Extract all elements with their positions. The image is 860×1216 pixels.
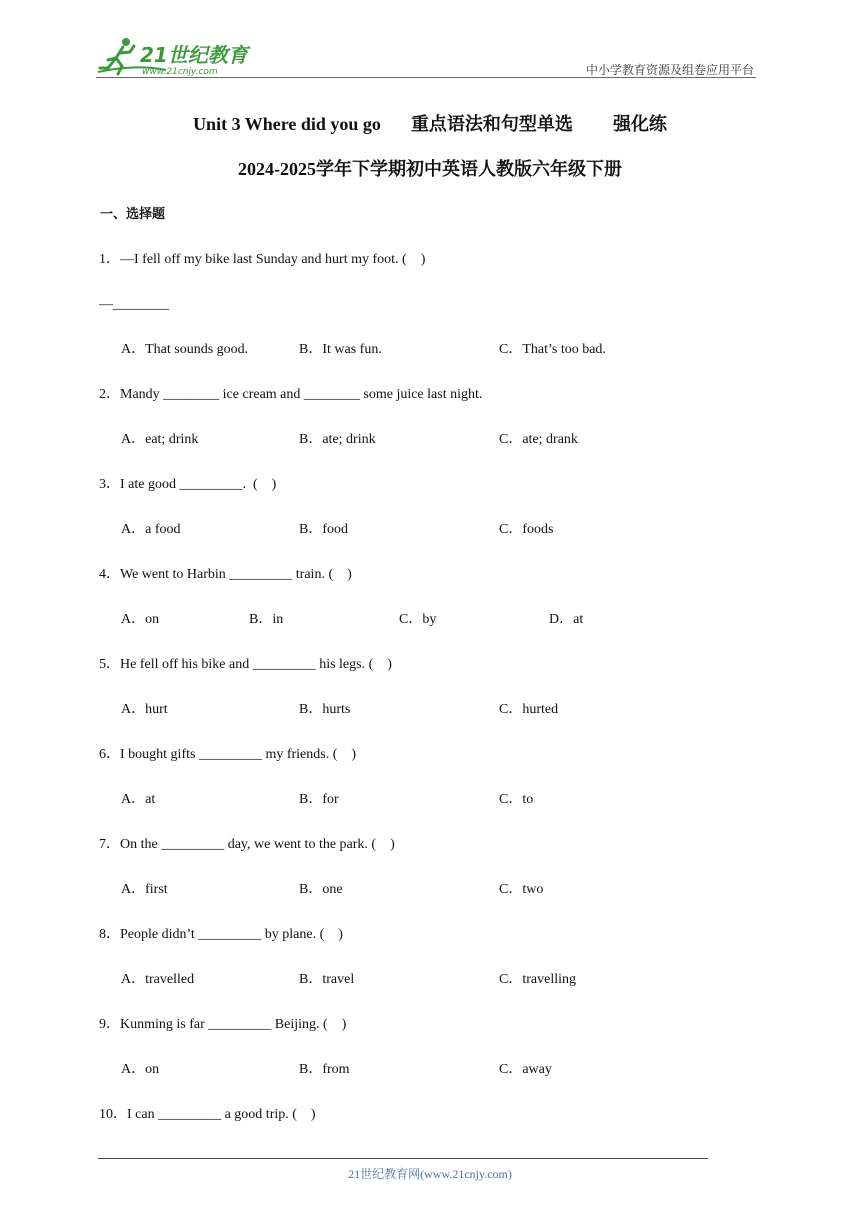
- q9-option-b: B．from: [299, 1062, 350, 1077]
- q4-option-c: C．by: [399, 612, 437, 627]
- q3-option-c: C．foods: [499, 522, 554, 537]
- logo-21cnjy: [96, 36, 256, 78]
- q6-option-c: C．to: [499, 792, 534, 807]
- q6-option-b: B．for: [299, 792, 339, 807]
- question-7: 7．On the _________ day, we went to the park. ( ): [99, 837, 395, 852]
- question-9: 9．Kunming is far _________ Beijing. ( ): [99, 1017, 347, 1032]
- q4-option-b: B．in: [249, 612, 284, 627]
- q4-option-a: A．on: [121, 612, 160, 627]
- q9-option-a: A．on: [121, 1062, 160, 1077]
- q5-option-c: C．hurted: [499, 702, 559, 717]
- question-5: 5．He fell off his bike and _________ his legs. ( ): [99, 657, 392, 672]
- svg-text:21世纪教育: 21世纪教育: [140, 43, 248, 67]
- header-divider: [96, 77, 756, 78]
- svg-text:www.21cnjy.com: www.21cnjy.com: [142, 67, 218, 77]
- footer-link[interactable]: 21世纪教育网(www.21cnjy.com): [348, 1167, 512, 1181]
- page-header: [0, 0, 860, 80]
- question-6: 6．I bought gifts _________ my friends. ( ): [99, 747, 357, 762]
- title-practice: 强化练: [612, 114, 667, 135]
- title-unit: Unit 3 Where did you go: [193, 114, 381, 134]
- title-topic: 重点语法和句型单选: [410, 114, 573, 135]
- q8-option-b: B．travel: [299, 972, 355, 987]
- question-8: 8．People didn’t _________ by plane. ( ): [99, 927, 343, 942]
- question-3: 3．I ate good _________. ( ): [99, 477, 277, 492]
- question-1-reply: —________: [99, 297, 169, 312]
- q9-option-c: C．away: [499, 1062, 552, 1077]
- q1-option-a: A．That sounds good.: [121, 342, 249, 357]
- q8-option-c: C．travelling: [499, 972, 576, 987]
- q5-option-a: A．hurt: [121, 702, 168, 717]
- q2-option-a: A．eat; drink: [121, 432, 199, 447]
- header-platform-text: 中小学教育资源及组卷应用平台: [585, 63, 754, 77]
- footer-divider: [98, 1158, 708, 1159]
- q7-option-c: C．two: [499, 882, 544, 897]
- question-10: 10．I can _________ a good trip. ( ): [99, 1107, 316, 1122]
- section-heading: 一、选择题: [100, 207, 166, 222]
- q6-option-a: A．at: [121, 792, 156, 807]
- question-1: 1．—I fell off my bike last Sunday and hurt my foot. ( ): [99, 252, 426, 267]
- q3-option-b: B．food: [299, 522, 348, 537]
- q5-option-b: B．hurts: [299, 702, 351, 717]
- q3-option-a: A．a food: [121, 522, 181, 537]
- q1-option-b: B．It was fun.: [299, 342, 382, 357]
- q8-option-a: A．travelled: [121, 972, 195, 987]
- q2-option-b: B．ate; drink: [299, 432, 376, 447]
- question-4: 4．We went to Harbin _________ train. ( ): [99, 567, 352, 582]
- document-subtitle: 2024-2025学年下学期初中英语人教版六年级下册: [238, 159, 622, 179]
- q2-option-c: C．ate; drank: [499, 432, 578, 447]
- q4-option-d: D．at: [549, 612, 584, 627]
- document-title: [0, 110, 860, 136]
- q7-option-a: A．first: [121, 882, 168, 897]
- q7-option-b: B．one: [299, 882, 343, 897]
- question-2: 2．Mandy ________ ice cream and ________ some juice last night.: [99, 387, 483, 402]
- q1-option-c: C．That’s too bad.: [499, 342, 606, 357]
